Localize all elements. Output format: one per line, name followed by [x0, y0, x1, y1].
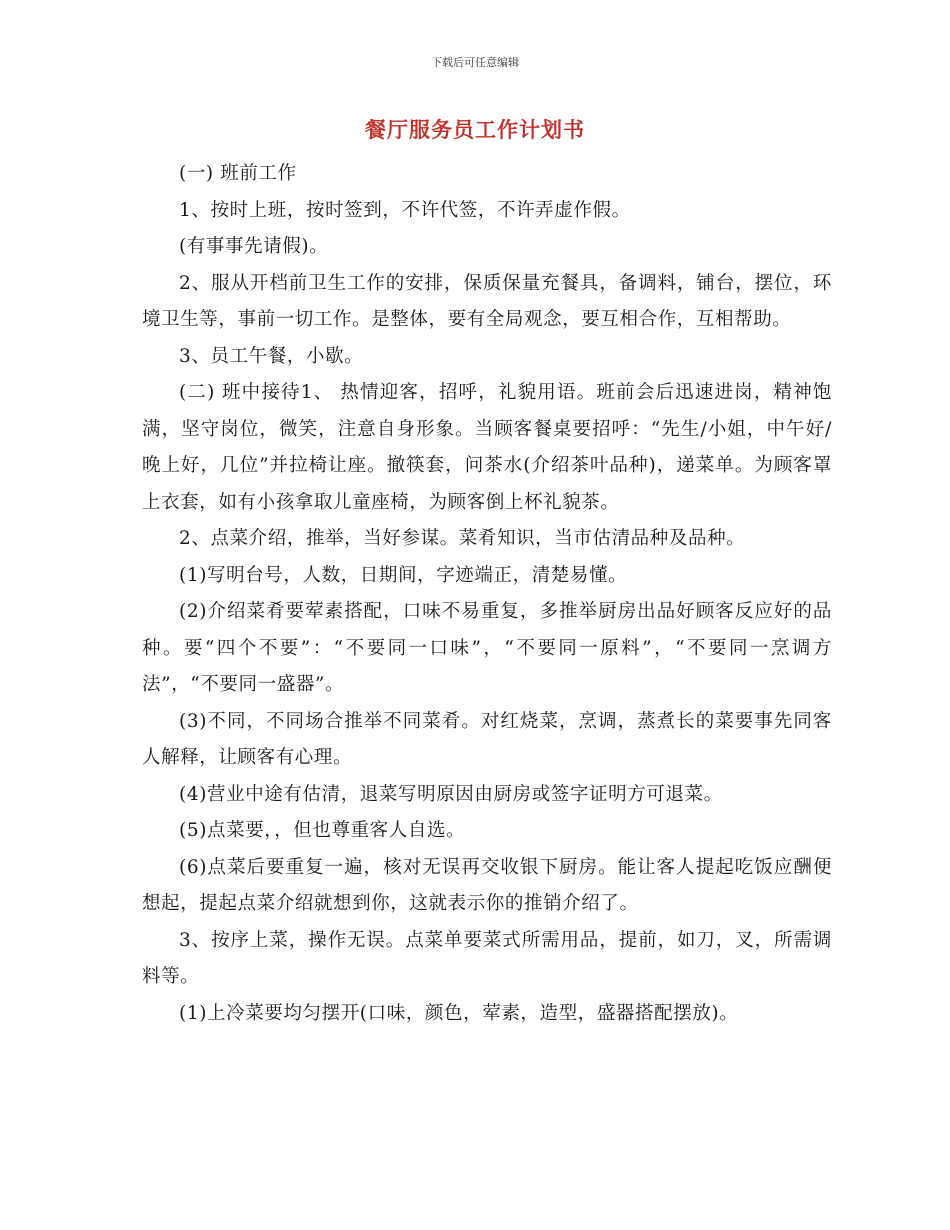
paragraph: (5)点菜要，，但也尊重客人自选。: [179, 820, 466, 841]
paragraph: (3)不同，不同场合推举不同菜肴。对红烧菜，烹调，蒸煮长的菜要事先同客人解释，让顾客有心理。: [142, 710, 832, 768]
paragraph: (2)介绍菜肴要荤素搭配，口味不易重复，多推举厨房出品好顾客反应好的品种。要“四个不要”：“不要同一口味”，“不要同一原料”，“不要同一烹调方法”，“不要同一盛器”。: [142, 601, 832, 695]
paragraph: (有事事先请假)。: [179, 236, 329, 257]
paragraph: (1)写明台号，人数，日期间，字迹端正，清楚易懂。: [179, 564, 628, 586]
paragraph: (4)营业中途有估清，退菜写明原因由厨房或签字证明方可退菜。: [179, 783, 723, 805]
paragraph: 3、按序上菜，操作无误。点菜单要菜式所需用品，提前，如刀，叉，所需调料等。: [142, 929, 832, 987]
paragraph: (6)点菜后要重复一遍，核对无误再交收银下厨房。能让客人提起吃饭应酬便想起，提起点菜介绍就想到你，这就表示你的推销介绍了。: [142, 856, 832, 914]
paragraph: (二) 班中接待1、 热情迎客，招呼，礼貌用语。班前会后迅速进岗，精神饱满，坚守岗位，微笑，注意自身形象。当顾客餐桌要招呼：“先生/小姐，中午好/晚上好，几位”并拉椅让座。撤筷套，问茶水(介绍茶叶品种)，递菜单。为顾客罩上衣套，如有小孩拿取儿童座椅，为顾客倒上杯礼貌茶。: [142, 382, 832, 513]
document-body: [142, 156, 832, 1032]
paragraph: 2、点菜介绍，推举，当好参谋。菜肴知识，当市估清品种及品种。: [179, 528, 746, 549]
paragraph: 1、按时上班，按时签到，不许代签，不许弄虚作假。: [179, 199, 631, 221]
paragraph: 3、员工午餐，小歇。: [179, 345, 364, 367]
page-header-note: 下载后可任意编辑: [431, 56, 519, 69]
paragraph: 2、服从开档前卫生工作的安排，保质保量充餐具，备调料，铺台，摆位，环境卫生等，事前一切工作。是整体，要有全局观念，要互相合作，互相帮助。: [142, 272, 832, 330]
section-heading: (一) 班前工作: [179, 163, 297, 184]
document-title: 餐厅服务员工作计划书: [365, 118, 585, 142]
paragraph: (1)上冷菜要均匀摆开(口味，颜色，荤素，造型，盛器搭配摆放)。: [179, 1002, 739, 1024]
